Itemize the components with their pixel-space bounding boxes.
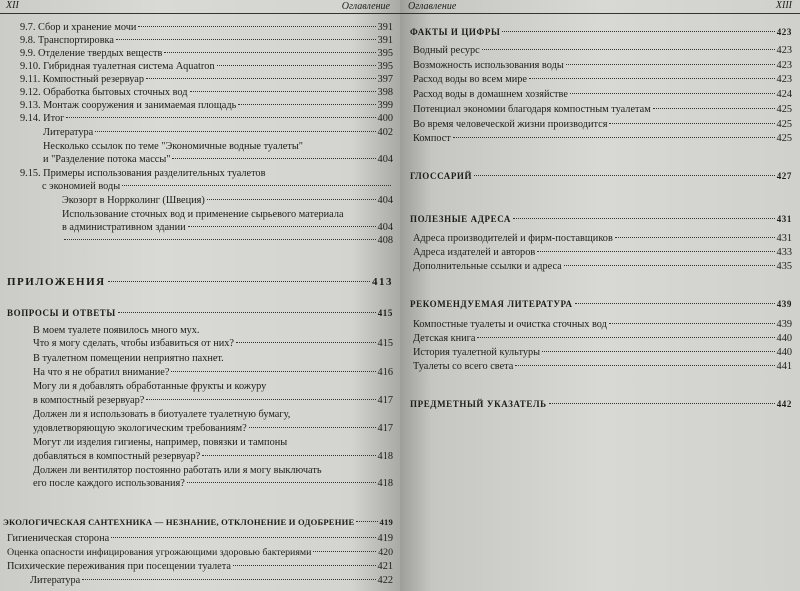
toc-entry[interactable]: Туалеты со всего света 441 — [413, 361, 792, 372]
toc-entry[interactable]: История туалетной культуры 440 — [413, 347, 792, 358]
toc-entry[interactable]: 9.10. Гибридная туалетная система Aquatron 395 — [20, 61, 393, 72]
toc-entry-line: Должен ли я использовать в биотуалете туалетную бумагу, — [33, 409, 291, 420]
toc-section-literature[interactable]: РЕКОМЕНДУЕМАЯ ЛИТЕРАТУРА 439 — [410, 299, 792, 309]
toc-entry[interactable]: Адреса производителей и фирм-поставщиков 431 — [413, 233, 792, 244]
running-title: Оглавление — [408, 1, 457, 12]
toc-entry-line: Использование сточных вод и применение сырьевого материала — [62, 209, 344, 220]
toc-entry[interactable]: Во время человеческой жизни производится 425 — [413, 119, 792, 130]
toc-entry[interactable]: На что я не обратил внимание? 416 — [33, 367, 393, 378]
toc-entry-line: В моем туалете появилось много мух. — [33, 325, 200, 336]
toc-entry[interactable]: Что я могу сделать, чтобы избавиться от них? 415 — [33, 338, 393, 349]
toc-section-ecosan[interactable]: ЭКОЛОГИЧЕСКАЯ САНТЕХНИКА — НЕЗНАНИЕ, ОТКЛОНЕНИЕ И ОДОБРЕНИЕ 419 — [3, 517, 393, 527]
right-page — [400, 0, 800, 591]
toc-entry[interactable]: Литература 422 — [30, 575, 393, 586]
toc-entry[interactable]: и "Разделение потока массы" 404 — [43, 154, 393, 165]
toc-entry-line: Несколько ссылок по теме "Экономичные водные туалеты" — [43, 141, 303, 152]
toc-entry[interactable]: Дополнительные ссылки и адреса 435 — [413, 261, 792, 272]
page-number: XII — [6, 0, 19, 11]
toc-entry[interactable]: 9.14. Итог 400 — [20, 113, 393, 124]
toc-entry[interactable]: Психические переживания при посещении туалета 421 — [7, 561, 393, 572]
toc-entry[interactable]: Компостные туалеты и очистка сточных вод 439 — [413, 319, 792, 330]
toc-entry[interactable]: Водный ресурс 423 — [413, 45, 792, 56]
toc-entry[interactable]: удовлетворяющую экологическим требованиям? 417 — [33, 423, 393, 434]
toc-entry[interactable]: 9.8. Транспортировка 391 — [20, 35, 393, 46]
toc-section-glossary[interactable]: ГЛОССАРИЙ 427 — [410, 171, 792, 181]
toc-entry[interactable]: Гигиеническая сторона 419 — [7, 533, 393, 544]
toc-entry[interactable]: в компостный резервуар? 417 — [33, 395, 393, 406]
toc-entry-line: В туалетном помещении неприятно пахнет. — [33, 353, 224, 364]
toc-entry[interactable]: 9.13. Монтаж сооружения и занимаемая площадь 399 — [20, 100, 393, 111]
toc-entry[interactable]: 9.9. Отделение твердых веществ 395 — [20, 48, 393, 59]
toc-section-addresses[interactable]: ПОЛЕЗНЫЕ АДРЕСА 431 — [410, 214, 792, 224]
right-page-header — [400, 0, 800, 14]
toc-entry[interactable]: Экозорт в Норрколинг (Швеция) 404 — [62, 195, 393, 206]
toc-entry-line: Должен ли вентилятор постоянно работать или я могу выключать — [33, 465, 322, 476]
toc-entry[interactable]: 408 — [62, 234, 393, 247]
toc-entry[interactable]: 9.11. Компостный резервуар 397 — [20, 74, 393, 85]
toc-entry[interactable]: Расход воды во всем мире 423 — [413, 74, 792, 85]
toc-entry[interactable]: его после каждого использования? 418 — [33, 478, 393, 489]
toc-entry[interactable]: Литература 402 — [43, 127, 393, 138]
toc-entry[interactable]: 9.7. Сбор и хранение мочи 391 — [20, 22, 393, 33]
toc-entry-line: Могут ли изделия гигиены, например, повязки и тампоны — [33, 437, 288, 448]
toc-entry[interactable]: 9.12. Обработка бытовых сточных вод 398 — [20, 87, 393, 98]
toc-entry-line: 9.15. Примеры использования разделительных туалетов — [20, 168, 266, 179]
running-title: Оглавление — [341, 1, 390, 12]
toc-entry[interactable]: Компост 425 — [413, 133, 792, 144]
toc-section-index[interactable]: ПРЕДМЕТНЫЙ УКАЗАТЕЛЬ 442 — [410, 399, 792, 409]
toc-section-facts[interactable]: ФАКТЫ И ЦИФРЫ 423 — [410, 27, 792, 37]
toc-entry[interactable]: Детская книга 440 — [413, 333, 792, 344]
toc-entry[interactable]: Оценка опасности инфицирования угрожающими здоровью бактериями 420 — [7, 547, 393, 558]
toc-entry[interactable]: Потенциал экономии благодаря компостным туалетам 425 — [413, 104, 792, 115]
toc-entry[interactable]: в административном здании 404 — [62, 222, 393, 233]
toc-entry[interactable]: Адреса издателей и авторов 433 — [413, 247, 792, 258]
left-page-header — [0, 0, 400, 14]
toc-section-qa[interactable]: ВОПРОСЫ И ОТВЕТЫ 415 — [7, 308, 393, 318]
toc-entry[interactable]: Возможность использования воды 423 — [413, 60, 792, 71]
toc-entry[interactable]: добавляться в компостный резервуар? 418 — [33, 451, 393, 462]
toc-entry-line: Могу ли я добавлять обработанные фрукты и кожуру — [33, 381, 267, 392]
toc-entry[interactable]: Расход воды в домашнем хозяйстве 424 — [413, 89, 792, 100]
page-number: XIII — [775, 0, 792, 11]
toc-entry[interactable]: с экономией воды — [42, 180, 393, 193]
toc-section-appendices[interactable]: ПРИЛОЖЕНИЯ 413 — [7, 276, 393, 288]
